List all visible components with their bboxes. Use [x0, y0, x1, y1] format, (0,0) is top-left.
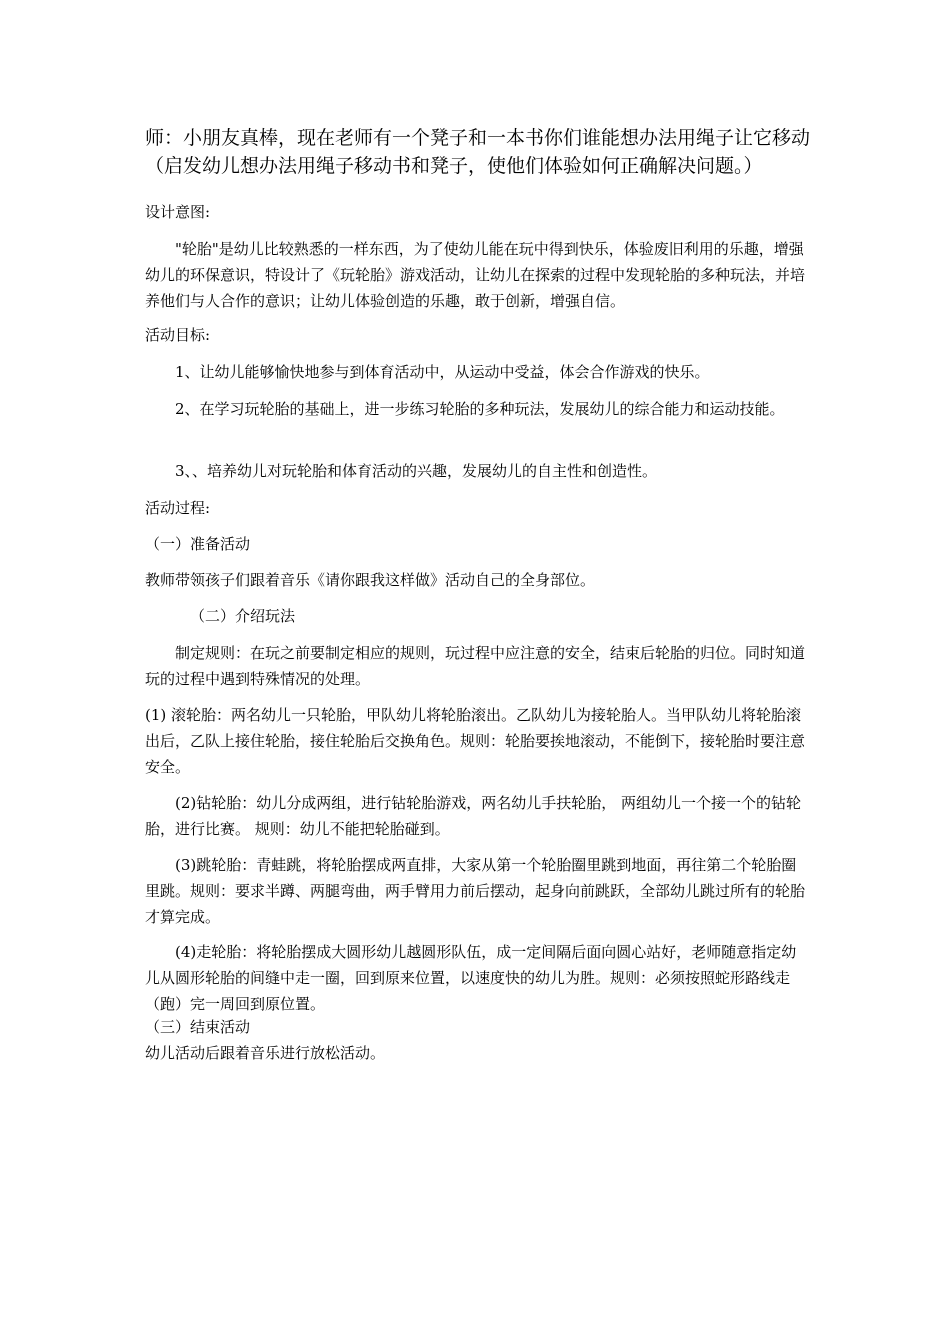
intro-paragraph: 师：小朋友真棒，现在老师有一个凳子和一本书你们谁能想办法用绳子让它移动（启发幼儿想办法用绳子移动书和凳子，使他们体验如何正确解决问题。） — [145, 127, 811, 177]
end-heading: （三）结束活动 — [145, 1018, 251, 1036]
process-heading: 活动过程: — [145, 499, 211, 517]
game-crawling-paragraph: (2)钻轮胎：幼儿分成两组，进行钻轮胎游戏，两名幼儿手扶轮胎， 两组幼儿一个接一个的钻轮胎，进行比赛。 规则：幼儿不能把轮胎碰到。 — [145, 794, 802, 838]
game-jumping-paragraph: (3)跳轮胎：青蛙跳，将轮胎摆成两直排，大家从第一个轮胎圈里跳到地面，再往第二个轮胎圈里跳。规则：要求半蹲、两腿弯曲，两手臂用力前后摆动，起身向前跳跃，全部幼儿跳过所有的轮胎才算完成。 — [145, 856, 806, 926]
design-heading: 设计意图: — [145, 203, 211, 221]
goal-item-2: 2、在学习玩轮胎的基础上，进一步练习轮胎的多种玩法，发展幼儿的综合能力和运动技能。 — [175, 400, 785, 418]
end-paragraph: 幼儿活动后跟着音乐进行放松活动。 — [145, 1044, 386, 1062]
intro-method-heading: （二）介绍玩法 — [190, 607, 296, 625]
goals-heading: 活动目标: — [145, 326, 211, 344]
prep-paragraph: 教师带领孩子们跟着音乐《请你跟我这样做》活动自己的全身部位。 — [145, 571, 596, 589]
goal-item-1: 1、让幼儿能够愉快地参与到体育活动中，从运动中受益，体会合作游戏的快乐。 — [175, 363, 710, 381]
design-paragraph: "轮胎"是幼儿比较熟悉的一样东西，为了使幼儿能在玩中得到快乐，体验废旧利用的乐趣，增强幼儿的环保意识，特设计了《玩轮胎》游戏活动，让幼儿在探索的过程中发现轮胎的多种玩法，并培养他们与人合作的意识；让幼儿体验创造的乐趣，敢于创新，增强自信。 — [145, 240, 806, 310]
goal-item-3: 3、、培养幼儿对玩轮胎和体育活动的兴趣，发展幼儿的自主性和创造性。 — [175, 462, 658, 480]
game-walking-paragraph: (4)走轮胎：将轮胎摆成大圆形幼儿越圆形队伍，成一定间隔后面向圆心站好，老师随意指定幼儿从圆形轮胎的间缝中走一圈，回到原来位置，以速度快的幼儿为胜。规则：必须按照蛇形路线走（跑）完一周回到原位置。 — [145, 943, 797, 1013]
rules-paragraph: 制定规则：在玩之前要制定相应的规则，玩过程中应注意的安全，结束后轮胎的归位。同时知道玩的过程中遇到特殊情况的处理。 — [145, 644, 806, 688]
prep-heading: （一）准备活动 — [145, 535, 251, 553]
game-rolling-paragraph: (1) 滚轮胎：两名幼儿一只轮胎，甲队幼儿将轮胎滚出。乙队幼儿为接轮胎人。当甲队幼儿将轮胎滚出后，乙队上接住轮胎，接住轮胎后交换角色。规则：轮胎要挨地滚动，不能倒下，接轮胎时要注意安全。 — [145, 706, 806, 776]
